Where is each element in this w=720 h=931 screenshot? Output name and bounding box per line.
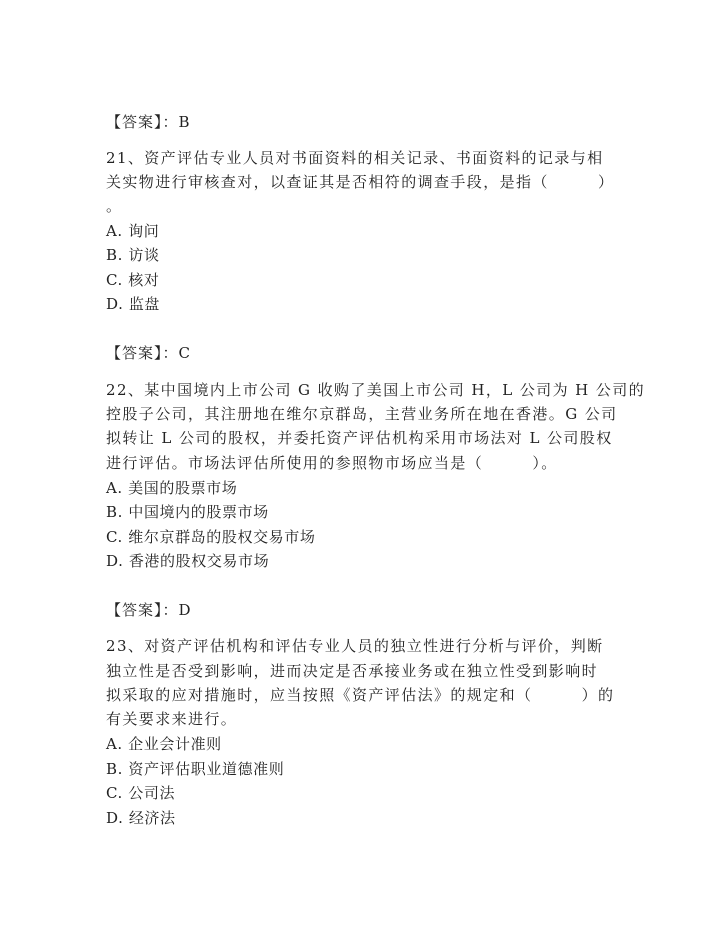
option-c: C. 公司法 (106, 784, 176, 802)
question-23-line-3: 拟采取的应对措施时，应当按照《资产评估法》的规定和（ ）的 (106, 686, 615, 704)
question-22-line-4: 进行评估。市场法评估所使用的参照物市场应当是（ ）。 (106, 454, 558, 472)
question-22-line-1: 22、某中国境内上市公司 G 收购了美国上市公司 H，L 公司为 H 公司的 (106, 381, 646, 399)
question-23-line-4: 有关要求来进行。 (106, 710, 238, 728)
option-a: A. 美国的股票市场 (106, 479, 238, 497)
option-d: D. 香港的股权交易市场 (106, 552, 270, 570)
option-b: B. 访谈 (106, 246, 160, 264)
question-21-line-1: 21、资产评估专业人员对书面资料的相关记录、书面资料的记录与相 (106, 149, 604, 167)
option-a: A. 询问 (106, 222, 160, 240)
option-d: D. 监盘 (106, 295, 161, 313)
question-21-line-2: 关实物进行审核查对，以查证其是否相符的调查手段，是指（ ） (106, 173, 615, 191)
question-23-line-2: 独立性是否受到影响，进而决定是否承接业务或在独立性受到影响时 (106, 662, 599, 680)
question-22-line-3: 拟转让 L 公司的股权，并委托资产评估机构采用市场法对 L 公司股权 (106, 429, 613, 447)
question-21-line-3: 。 (106, 197, 122, 215)
question-22-line-2: 控股子公司，其注册地在维尔京群岛，主营业务所在地在香港。G 公司 (106, 405, 618, 423)
answer-line: 【答案】：B (106, 113, 191, 131)
answer-line: 【答案】：D (106, 601, 192, 619)
option-b: B. 资产评估职业道德准则 (106, 760, 285, 778)
option-b: B. 中国境内的股票市场 (106, 503, 269, 521)
question-23-line-1: 23、对资产评估机构和评估专业人员的独立性进行分析与评价，判断 (106, 637, 604, 655)
option-a: A. 企业会计准则 (106, 735, 222, 753)
option-c: C. 维尔京群岛的股权交易市场 (106, 528, 316, 546)
option-d: D. 经济法 (106, 809, 176, 827)
answer-line: 【答案】：C (106, 344, 191, 362)
option-c: C. 核对 (106, 271, 160, 289)
